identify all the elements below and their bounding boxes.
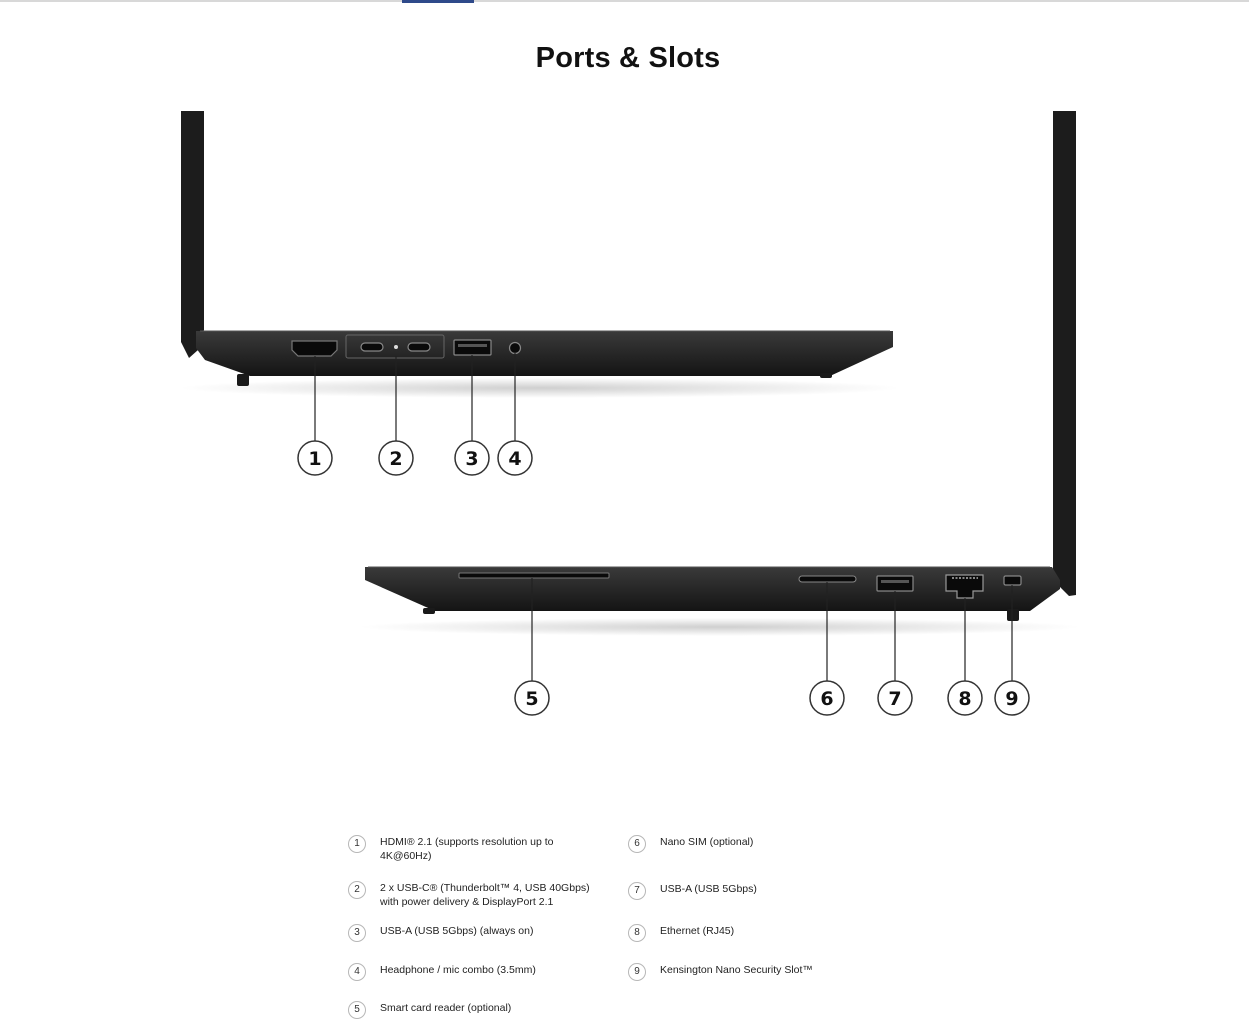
callout-number: 7 <box>888 688 902 710</box>
legend-text: Kensington Nano Security Slot™ <box>660 964 813 976</box>
legend-text: Ethernet (RJ45) <box>660 925 735 937</box>
legend-item-2 <box>348 881 600 909</box>
laptop-left-side <box>180 111 900 398</box>
callout-7 <box>878 681 912 715</box>
callout-number: 3 <box>465 448 479 470</box>
sim-slot <box>799 576 856 582</box>
legend-number: 5 <box>348 1001 366 1019</box>
legend-text: USB-A (USB 5Gbps) (always on) <box>380 925 534 937</box>
legend-number: 2 <box>348 881 366 899</box>
legend-number: 8 <box>628 924 646 942</box>
legend-item-4 <box>348 963 610 981</box>
legend-number: 9 <box>628 963 646 981</box>
callout-1 <box>298 441 332 475</box>
legend-number: 4 <box>348 963 366 981</box>
page-title: Ports & Slots <box>535 42 721 74</box>
audio-jack <box>510 343 521 354</box>
callout-number: 6 <box>820 688 834 710</box>
legend-number: 6 <box>628 835 646 853</box>
legend-item-7 <box>628 882 890 900</box>
legend-text: 2 x USB-C® (Thunderbolt™ 4, USB 40Gbps) with power delivery & DisplayPort 2.1 <box>380 882 590 908</box>
legend-item-8 <box>628 924 890 942</box>
callout-number: 4 <box>508 448 522 470</box>
callout-number: 1 <box>308 448 322 470</box>
usb-a-port <box>877 576 913 591</box>
legend-item-1 <box>348 835 580 863</box>
callout-number: 5 <box>525 688 539 710</box>
legend-number: 3 <box>348 924 366 942</box>
legend-text: USB-A (USB 5Gbps) <box>660 883 757 895</box>
legend-item-6 <box>628 835 890 853</box>
legend-item-9 <box>628 963 890 981</box>
legend-text: Smart card reader (optional) <box>380 1002 512 1014</box>
smart-card-slot <box>459 573 609 578</box>
legend-text: Nano SIM (optional) <box>660 836 754 848</box>
callout-6 <box>810 681 844 715</box>
callout-number: 9 <box>1005 688 1019 710</box>
callout-4 <box>498 441 532 475</box>
legend-item-5 <box>348 1001 610 1019</box>
usb-c-port <box>361 343 383 351</box>
callout-8 <box>948 681 982 715</box>
callout-3 <box>455 441 489 475</box>
callout-number: 8 <box>958 688 972 710</box>
hdmi-port <box>292 341 337 356</box>
usb-c-port <box>408 343 430 351</box>
legend-number: 7 <box>628 882 646 900</box>
security-slot <box>1004 576 1021 585</box>
legend-text: Headphone / mic combo (3.5mm) <box>380 964 536 976</box>
legend-number: 1 <box>348 835 366 853</box>
legend-text: HDMI® 2.1 (supports resolution up to 4K@60Hz) <box>380 836 554 862</box>
usb-a-port <box>454 340 491 355</box>
callout-5 <box>515 681 549 715</box>
callout-number: 2 <box>389 448 403 470</box>
callout-9 <box>995 681 1029 715</box>
callout-2 <box>379 441 413 475</box>
legend-item-3 <box>348 924 610 942</box>
